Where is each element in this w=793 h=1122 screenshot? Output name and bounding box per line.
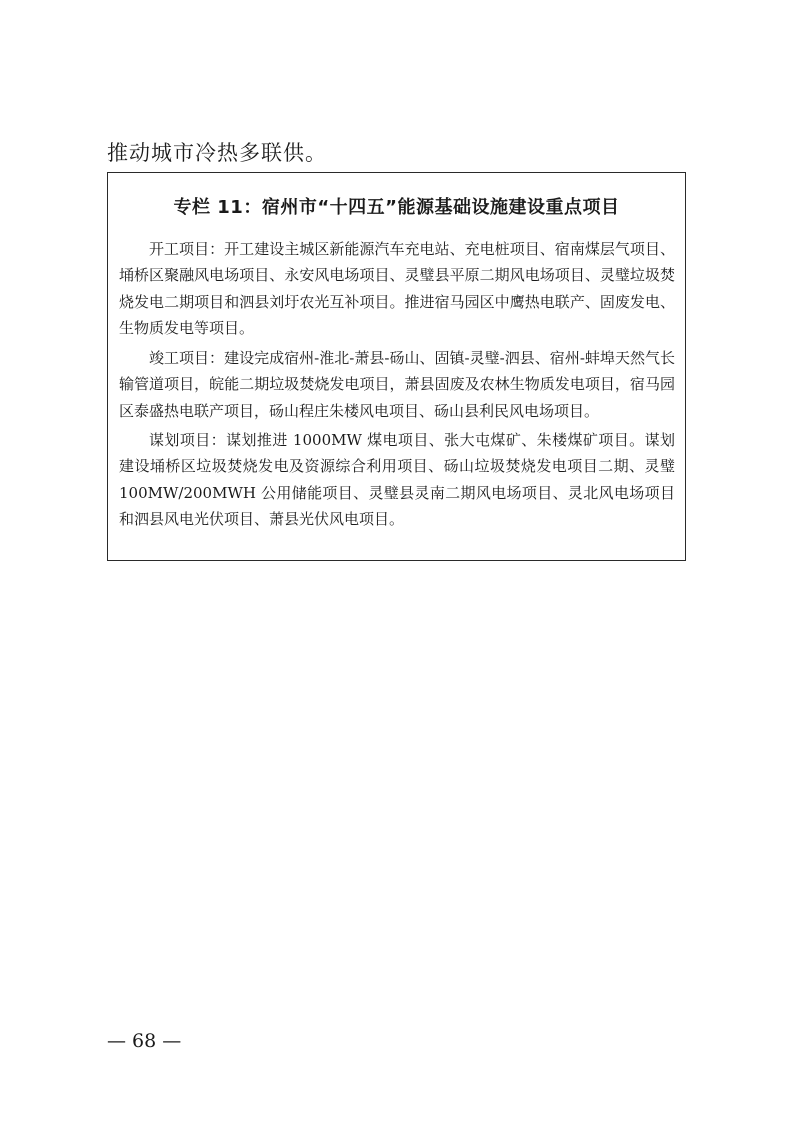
column-box-title: 专栏 11：宿州市“十四五”能源基础设施建设重点项目	[173, 197, 620, 218]
paragraph-planned-projects: 谋划项目：谋划推进 1000MW 煤电项目、张大屯煤矿、朱楼煤矿项目。谋划建设埇桥区垃圾焚烧发电及资源综合利用项目、砀山垃圾焚烧发电项目二期、灵璧 100MW/200MWH 公用储能项目、灵璧县灵南二期风电场项目、灵北风电场项目和泗县风电光伏项目、萧县光伏风电项目。	[119, 431, 675, 528]
page-number: — 68 —	[107, 1030, 182, 1052]
paragraph-start-projects: 开工项目：开工建设主城区新能源汽车充电站、充电桩项目、宿南煤层气项目、埇桥区聚融风电场项目、永安风电场项目、灵璧县平原二期风电场项目、灵璧垃圾焚烧发电二期项目和泗县刘圩农光互补项目。推进宿马园区中鹰热电联产、固废发电、生物质发电等项目。	[119, 240, 675, 337]
paragraph-completed-projects: 竣工项目：建设完成宿州-淮北-萧县-砀山、固镇-灵璧-泗县、宿州-蚌埠天然气长输管道项目，皖能二期垃圾焚烧发电项目，萧县固废及农林生物质发电项目，宿马园区泰盛热电联产项目，砀山程庄朱楼风电项目、砀山县利民风电场项目。	[119, 349, 675, 420]
column-box	[107, 172, 686, 561]
lead-text: 推动城市冷热多联供。	[107, 141, 327, 165]
